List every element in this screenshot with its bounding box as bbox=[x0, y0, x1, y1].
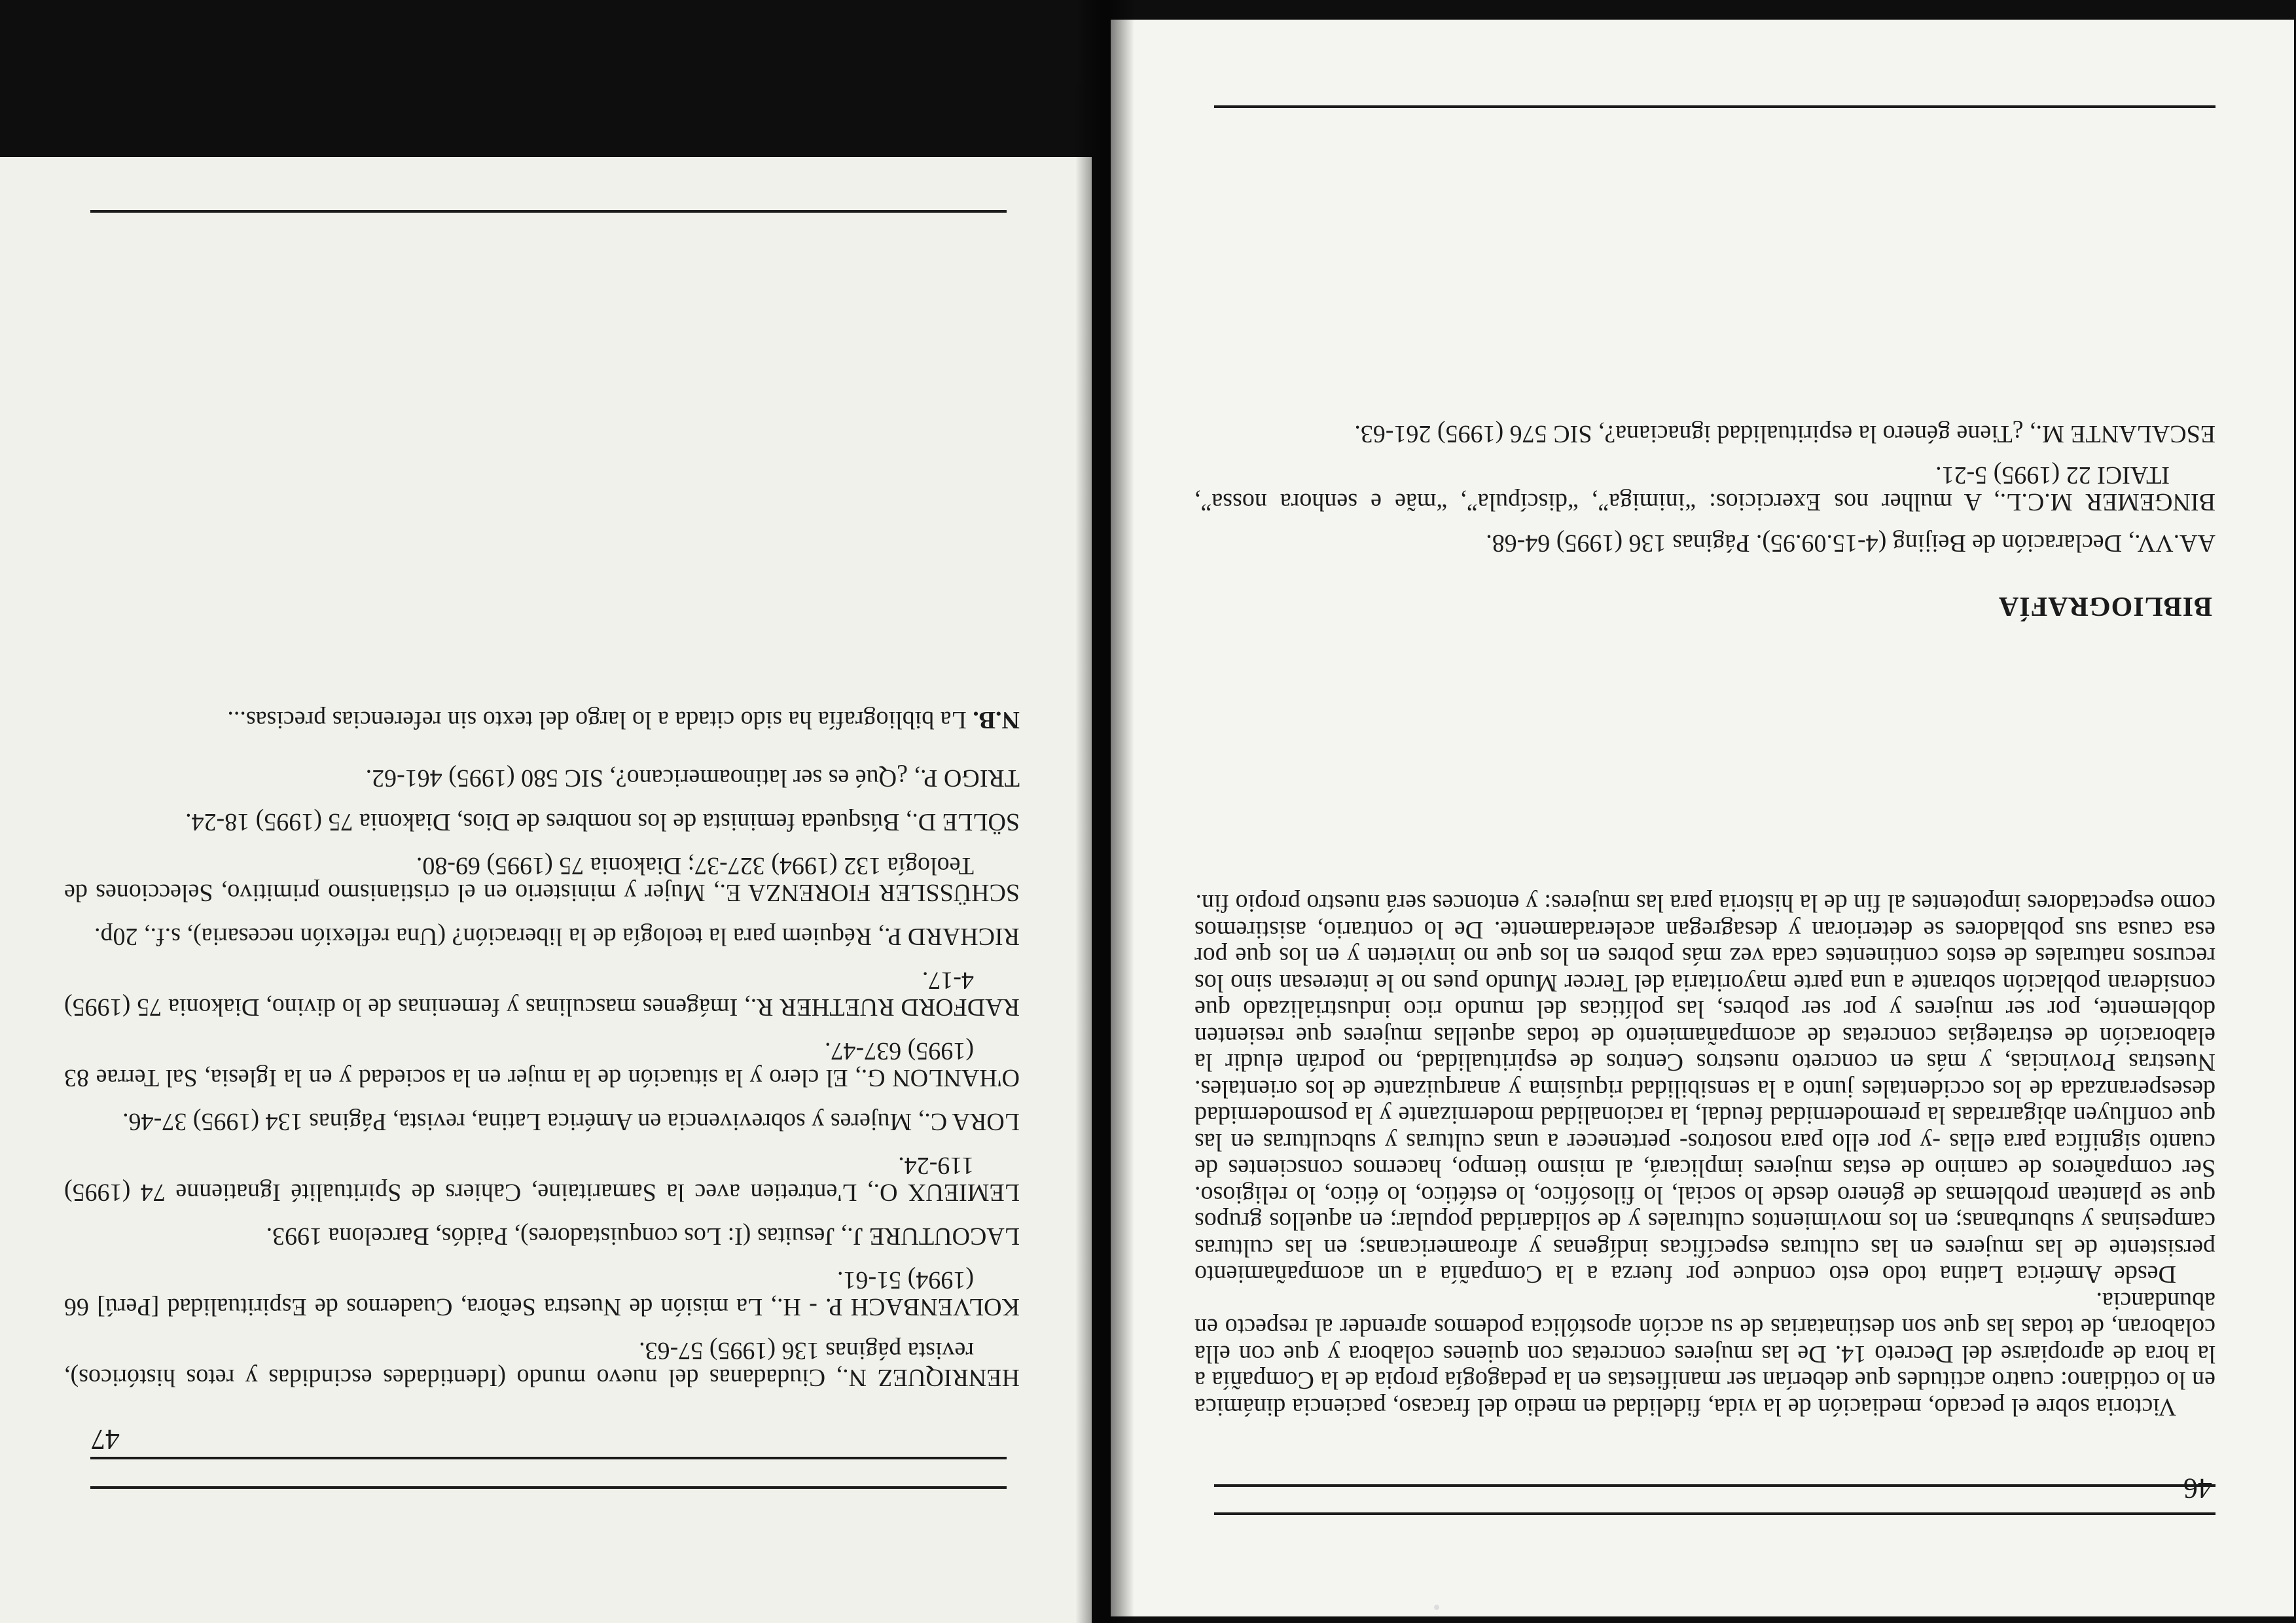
bibliography-note bbox=[64, 706, 1020, 733]
reference-item: O'HANLON G., El clero y la situación de la mujer en la sociedad y en la Iglesia, Sal Terrae 83 (1995) 637-47. bbox=[64, 1037, 1020, 1092]
body-text bbox=[1194, 890, 2215, 1420]
bibliography-heading: BIBLIOGRAFÍA bbox=[1998, 591, 2212, 621]
note-label: N.B. bbox=[973, 706, 1020, 734]
reference-item: LACOUTURE J., Jesuitas (I: Los conquistadores), Paidós, Barcelona 1993. bbox=[266, 1222, 1020, 1250]
paragraph: Victoria sobre el pecado, mediación de la vida, fidelidad en medio del fracaso, paciencia dinámica en lo cotidiano: cuatro actitudes que deberían ser manifiestas en la pedagogía propia de la Compañía a la hora de apropiarse del Decreto 14. De las mujeres concretas con quienes colabora y que con ella colaboran, de todas las que son destinatarias de su acción apostólica podemos aprender al respecto en abundancia. bbox=[1194, 1287, 2215, 1421]
header-rule-bottom bbox=[90, 1457, 1007, 1459]
reference-list bbox=[64, 706, 1020, 1391]
reference-item: RADFORD RUETHER R., Imágenes masculinas y femeninas de lo divino, Diakonia 75 (1995) 4-17. bbox=[64, 967, 1020, 1021]
scanner-dot bbox=[1434, 1605, 1439, 1610]
reference-item: BINGEMER M.C.L., A mulher nos Exercicios: “inimiga”, “discípula”, “mãe e senhora nossa”, ITAICI 22 (1995) 5-21. bbox=[1194, 461, 2215, 516]
reference-item: SÖLLE D., Búsqueda feminista de los nombres de Dios, Diakonia 75 (1995) 18-24. bbox=[185, 808, 1020, 836]
reference-item: LORA C., Mujeres y sobrevivencia en América Latina, revista, Páginas 134 (1995) 37-46. bbox=[122, 1108, 1020, 1135]
header-rule-bottom bbox=[1214, 1484, 2215, 1487]
reference-item: ESCALANTE M., ¿Tiene género la espiritualidad ignaciana?, SIC 576 (1995) 261-63. bbox=[1354, 420, 2215, 448]
reference-item: SCHÜSSLER FIORENZA E., Mujer y ministerio en el cristianismo primitivo, Selecciones de Teología 132 (1994) 327-37; Diakonia 75 (1995) 69-80. bbox=[64, 852, 1020, 906]
footer-rule bbox=[1214, 105, 2215, 108]
page-47 bbox=[0, 157, 1092, 1623]
reference-item: KOLVENBACH P. - H., La misión de Nuestra Señora, Cuadernos de Espiritualidad [Perú] 66 (1994) 51-61. bbox=[64, 1266, 1020, 1321]
footer-rule bbox=[90, 210, 1007, 213]
header-rule-top bbox=[90, 1486, 1007, 1489]
reference-list bbox=[1194, 406, 2215, 556]
reference-item: TRIGO P., ¿Qué es ser latinoamericano?, SIC 580 (1995) 461-62. bbox=[365, 764, 1020, 792]
note-text: La bibliografía ha sido citada a lo largo del texto sin referencias precisas... bbox=[227, 706, 973, 734]
reference-item: AA.VV., Declaración de Beijing (4-15.09.95). Páginas 136 (1995) 64-68. bbox=[1486, 529, 2215, 557]
book-gutter-shadow bbox=[1075, 0, 1134, 1623]
header-rule-top bbox=[1214, 1512, 2215, 1515]
reference-item: LEMIEUX O., L'entretien avec la Samaritaine, Cahiers de Spiritualité Ignatienne 74 (1995) 119-24. bbox=[64, 1152, 1020, 1206]
paragraph: Desde América Latina todo esto conduce por fuerza a la Compañía a un acompañamiento persistente de las mujeres en las culturas específicas indígenas y afroamericanas; en las culturas campesinas y suburbanas; en los movimientos culturales y de solidaridad popular; en aquellos grupos que se plantean problemas de género desde lo social, lo filosófico, lo estético, lo ético, lo religioso. Ser compañeros de camino de estas mujeres implicará, al mismo tiempo, hacernos conscientes de cuanto significa para ellas -y por ello para nosotros- pertenecer a unas culturas y subculturas en las que confluyen abigarradas la premodernidad feudal, la racionalidad modernizante y la posmodernidad desesperanzada de los occidentales junto a la sensibilidad riquísima y anarquizante de los orientales. Nuestras Provincias, y más en concreto nuestros Centros de espiritualidad, no podrán eludir la elaboración de estrategias concretas de acompañamiento de todas aquellas mujeres que resienten doblemente, por ser mujeres y por ser pobres, las políticas del mundo rico industrializado que consideran población sobrante a una parte mayoritaria del Tercer Mundo pues no le interesan sino los recursos naturales de estos continentes cada vez más pobres en los que no invierten y en los que por esa causa sus pobladores se deterioran y desagregan aceleradamente. De lo contrario, asistiremos como espectadores impotentes al fin de la historia para las mujeres: y entonces será nuestro propio fin. bbox=[1194, 889, 2215, 1289]
page-number: 46 bbox=[2183, 1472, 2212, 1505]
page-number: 47 bbox=[91, 1423, 120, 1455]
page-46 bbox=[1111, 20, 2294, 1616]
reference-item: RICHARD P., Réquiem para la teología de la liberación? (Una reflexión necesaria), s.f., 20p. bbox=[94, 923, 1020, 950]
reference-item: HENRIQUEZ N., Ciudadanas del nuevo mundo (Identidades escindidas y retos históricos), revista páginas 136 (1995) 57-63. bbox=[64, 1337, 1020, 1391]
